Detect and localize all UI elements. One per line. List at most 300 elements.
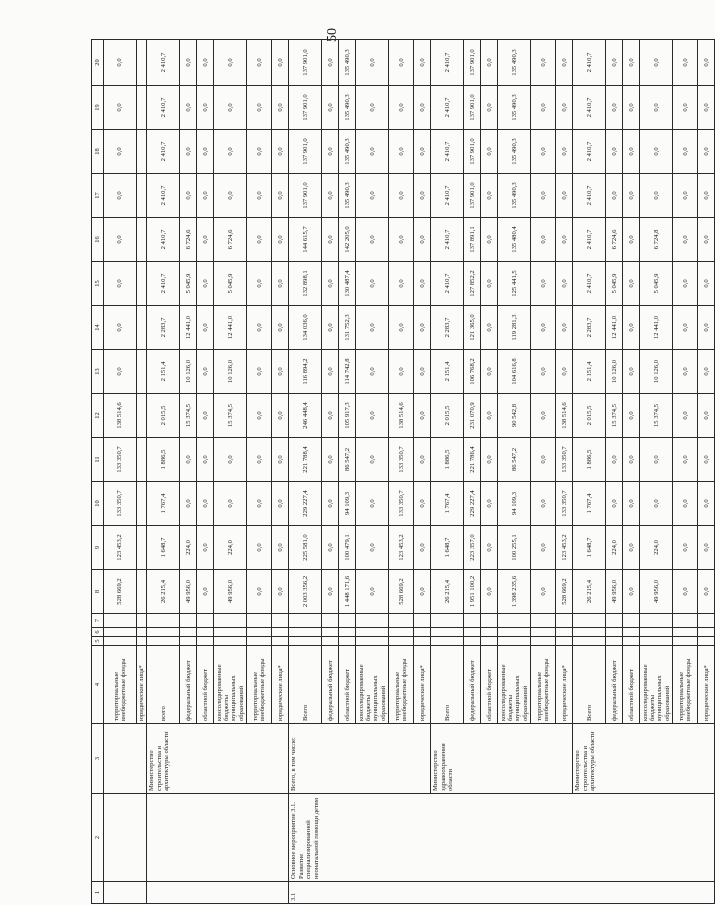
value-cell: 0,0 (623, 570, 640, 614)
value-cell: 0,0 (414, 86, 431, 130)
value-cell: 138 514,6 (104, 394, 137, 438)
value-cell: 0,0 (197, 218, 214, 262)
value-cell (137, 218, 147, 262)
value-cell: 0,0 (389, 40, 414, 86)
event-name-cell (104, 794, 147, 882)
value-cell: 0,0 (247, 570, 272, 614)
value-cell: 0,0 (606, 40, 623, 86)
value-cell: 0,0 (214, 174, 247, 218)
empty-cell (698, 614, 715, 628)
empty-cell (481, 637, 498, 646)
value-cell: 2 410,7 (573, 174, 606, 218)
value-cell: 12 441,0 (180, 306, 197, 350)
funding-source: Всего (573, 646, 606, 724)
empty-cell (147, 637, 180, 646)
value-cell: 0,0 (356, 482, 389, 526)
value-cell: 132 898,1 (289, 262, 322, 306)
value-cell: 0,0 (414, 526, 431, 570)
funding-source: областной бюджет (481, 646, 498, 724)
empty-cell (214, 628, 247, 637)
value-cell: 0,0 (389, 86, 414, 130)
value-cell: 0,0 (247, 40, 272, 86)
value-cell: 0,0 (356, 174, 389, 218)
value-cell: 2 410,7 (431, 86, 464, 130)
value-cell: 0,0 (606, 86, 623, 130)
value-cell: 0,0 (531, 86, 556, 130)
empty-cell (573, 628, 606, 637)
value-cell: 0,0 (481, 482, 498, 526)
value-cell: 0,0 (104, 262, 137, 306)
value-cell: 0,0 (104, 306, 137, 350)
value-cell: 105 917,3 (339, 394, 356, 438)
value-cell: 2 410,7 (573, 218, 606, 262)
value-cell: 0,0 (640, 482, 673, 526)
value-cell: 26 215,4 (431, 570, 464, 614)
column-number-8: 8 (92, 570, 104, 614)
funding-source: юридические лица* (556, 646, 573, 724)
funding-source: областной бюджет (197, 646, 214, 724)
value-cell: 229 227,4 (464, 482, 481, 526)
empty-cell (247, 614, 272, 628)
empty-cell (414, 628, 431, 637)
value-cell: 0,0 (531, 394, 556, 438)
value-cell: 0,0 (322, 482, 339, 526)
empty-cell (389, 637, 414, 646)
value-cell: 224,0 (214, 526, 247, 570)
funding-source: территориальные внебюджетные фонды (531, 646, 556, 724)
value-cell: 0,0 (698, 482, 715, 526)
value-cell: 0,0 (531, 130, 556, 174)
value-cell: 0,0 (104, 130, 137, 174)
value-cell: 0,0 (356, 438, 389, 482)
value-cell: 0,0 (247, 86, 272, 130)
funding-source: федеральный бюджет (464, 646, 481, 724)
empty-cell (531, 628, 556, 637)
value-cell: 0,0 (247, 174, 272, 218)
value-cell: 0,0 (214, 40, 247, 86)
value-cell: 0,0 (673, 262, 698, 306)
empty-cell (272, 637, 289, 646)
value-cell: 0,0 (623, 174, 640, 218)
value-cell: 0,0 (322, 86, 339, 130)
value-cell: 0,0 (389, 130, 414, 174)
value-cell: 133 350,7 (104, 482, 137, 526)
empty-cell (414, 637, 431, 646)
empty-cell (606, 628, 623, 637)
value-cell: 137 901,0 (464, 86, 481, 130)
value-cell: 0,0 (247, 526, 272, 570)
empty-cell (556, 637, 573, 646)
value-cell: 0,0 (698, 438, 715, 482)
value-cell: 15 374,5 (640, 394, 673, 438)
value-cell: 0,0 (414, 570, 431, 614)
empty-cell (339, 614, 356, 628)
value-cell (137, 350, 147, 394)
value-cell: 5 045,9 (640, 262, 673, 306)
empty-cell (556, 628, 573, 637)
value-cell: 0,0 (272, 570, 289, 614)
value-cell: 2 015,5 (573, 394, 606, 438)
executor-name: Всего, в том числе: (289, 724, 431, 794)
empty-cell (498, 637, 531, 646)
value-cell: 135 490,3 (339, 130, 356, 174)
value-cell: 133 350,7 (389, 438, 414, 482)
value-cell: 0,0 (197, 482, 214, 526)
value-cell: 2 015,5 (431, 394, 464, 438)
value-cell: 123 453,2 (556, 526, 573, 570)
value-cell: 528 669,2 (104, 570, 137, 614)
empty-cell (623, 614, 640, 628)
value-cell: 0,0 (623, 306, 640, 350)
value-cell: 246 448,4 (289, 394, 322, 438)
funding-source: федеральный бюджет (606, 646, 623, 724)
value-cell: 144 615,7 (289, 218, 322, 262)
empty-cell (197, 628, 214, 637)
value-cell: 0,0 (481, 40, 498, 86)
value-cell: 0,0 (356, 394, 389, 438)
value-cell: 0,0 (414, 40, 431, 86)
value-cell: 1 648,7 (431, 526, 464, 570)
table-body (92, 40, 715, 904)
value-cell: 0,0 (247, 130, 272, 174)
value-cell: 10 126,0 (214, 350, 247, 394)
empty-cell (606, 637, 623, 646)
value-cell: 0,0 (322, 438, 339, 482)
row-number-cell (147, 882, 289, 904)
value-cell: 0,0 (356, 218, 389, 262)
empty-cell (289, 637, 322, 646)
value-cell: 0,0 (531, 40, 556, 86)
value-cell: 5 045,9 (214, 262, 247, 306)
value-cell: 86 547,2 (339, 438, 356, 482)
value-cell: 0,0 (673, 130, 698, 174)
value-cell: 116 894,2 (289, 350, 322, 394)
value-cell: 10 126,0 (606, 350, 623, 394)
value-cell: 137 901,0 (289, 130, 322, 174)
value-cell: 2 410,7 (573, 262, 606, 306)
empty-cell (322, 628, 339, 637)
value-cell: 2 410,7 (431, 130, 464, 174)
value-cell: 0,0 (623, 130, 640, 174)
value-cell: 224,0 (606, 526, 623, 570)
value-cell: 2 283,7 (147, 306, 180, 350)
value-cell: 5 045,9 (606, 262, 623, 306)
value-cell: 137 891,1 (464, 218, 481, 262)
empty-cell (698, 628, 715, 637)
value-cell: 127 852,2 (464, 262, 481, 306)
column-number-14: 14 (92, 306, 104, 350)
value-cell: 0,0 (389, 306, 414, 350)
funding-source: юридические лица* (698, 646, 715, 724)
value-cell: 0,0 (623, 262, 640, 306)
value-cell: 0,0 (272, 438, 289, 482)
value-cell: 0,0 (640, 174, 673, 218)
value-cell: 0,0 (673, 174, 698, 218)
value-cell: 0,0 (623, 526, 640, 570)
value-cell: 224,0 (180, 526, 197, 570)
funding-source: областной бюджет (623, 646, 640, 724)
table-row (104, 40, 137, 904)
value-cell: 0,0 (673, 438, 698, 482)
empty-cell (556, 614, 573, 628)
value-cell: 2 003 356,2 (289, 570, 322, 614)
value-cell: 0,0 (623, 438, 640, 482)
value-cell: 0,0 (272, 130, 289, 174)
value-cell: 1 767,4 (147, 482, 180, 526)
value-cell: 26 215,4 (147, 570, 180, 614)
empty-cell (640, 637, 673, 646)
value-cell: 0,0 (356, 350, 389, 394)
empty-cell (137, 628, 147, 637)
empty-cell (431, 628, 464, 637)
value-cell: 2 283,7 (573, 306, 606, 350)
value-cell: 86 547,2 (498, 438, 531, 482)
value-cell: 0,0 (698, 86, 715, 130)
value-cell: 0,0 (623, 218, 640, 262)
value-cell: 135 490,3 (339, 86, 356, 130)
value-cell: 1 648,7 (147, 526, 180, 570)
value-cell: 0,0 (414, 262, 431, 306)
page-number: 50 (325, 28, 340, 42)
value-cell: 142 205,0 (339, 218, 356, 262)
empty-cell (498, 628, 531, 637)
value-cell: 0,0 (531, 306, 556, 350)
value-cell: 0,0 (247, 306, 272, 350)
value-cell: 138 514,6 (556, 394, 573, 438)
column-number-9: 9 (92, 526, 104, 570)
table-row (431, 40, 464, 904)
value-cell (137, 40, 147, 86)
empty-cell (431, 637, 464, 646)
value-cell: 0,0 (322, 218, 339, 262)
value-cell: 138 514,6 (389, 394, 414, 438)
value-cell: 0,0 (322, 570, 339, 614)
value-cell: 0,0 (272, 40, 289, 86)
value-cell: 0,0 (414, 130, 431, 174)
value-cell: 0,0 (197, 262, 214, 306)
value-cell: 0,0 (104, 218, 137, 262)
value-cell: 224,0 (640, 526, 673, 570)
value-cell: 133 350,7 (556, 438, 573, 482)
executor-name: Министерство здравоохранения области (431, 724, 573, 794)
value-cell: 0,0 (197, 526, 214, 570)
value-cell: 0,0 (640, 438, 673, 482)
value-cell: 137 901,0 (289, 40, 322, 86)
empty-cell (698, 637, 715, 646)
value-cell: 135 490,3 (339, 174, 356, 218)
value-cell: 0,0 (414, 174, 431, 218)
value-cell: 0,0 (322, 174, 339, 218)
value-cell: 0,0 (673, 218, 698, 262)
value-cell: 0,0 (531, 350, 556, 394)
empty-cell (640, 614, 673, 628)
value-cell: 2 410,7 (147, 40, 180, 86)
value-cell: 0,0 (531, 218, 556, 262)
value-cell: 0,0 (481, 86, 498, 130)
event-name-cell (147, 794, 289, 882)
value-cell: 0,0 (414, 218, 431, 262)
value-cell: 0,0 (322, 526, 339, 570)
value-cell: 12 441,0 (606, 306, 623, 350)
value-cell: 1 767,4 (573, 482, 606, 526)
executor-name: Министерство строительства и архитектуры области (573, 724, 715, 794)
budget-table (91, 39, 715, 904)
value-cell: 0,0 (104, 350, 137, 394)
empty-cell (272, 628, 289, 637)
column-number-3: 3 (92, 724, 104, 794)
value-cell: 0,0 (698, 306, 715, 350)
value-cell: 0,0 (640, 40, 673, 86)
empty-cell (673, 628, 698, 637)
value-cell: 0,0 (389, 262, 414, 306)
value-cell: 123 453,2 (389, 526, 414, 570)
value-cell: 15 374,5 (606, 394, 623, 438)
funding-source: консолидированные бюджеты муниципальных образований (356, 646, 389, 724)
value-cell: 0,0 (322, 350, 339, 394)
funding-source: территориальные внебюджетные фонды (104, 646, 137, 724)
value-cell: 2 151,4 (147, 350, 180, 394)
empty-cell (339, 637, 356, 646)
empty-cell (137, 614, 147, 628)
value-cell: 0,0 (214, 86, 247, 130)
value-cell: 2 410,7 (573, 130, 606, 174)
empty-cell (147, 628, 180, 637)
funding-source: консолидированные бюджеты муниципальных образований (214, 646, 247, 724)
value-cell: 135 490,3 (498, 130, 531, 174)
empty-cell (197, 614, 214, 628)
value-cell: 0,0 (272, 526, 289, 570)
value-cell: 6 724,6 (606, 218, 623, 262)
value-cell: 0,0 (414, 482, 431, 526)
empty-cell (247, 628, 272, 637)
value-cell: 0,0 (556, 174, 573, 218)
value-cell: 0,0 (556, 130, 573, 174)
column-number-1: 1 (92, 882, 104, 904)
value-cell: 0,0 (531, 526, 556, 570)
value-cell: 49 956,0 (640, 570, 673, 614)
empty-cell (197, 637, 214, 646)
value-cell: 106 768,2 (464, 350, 481, 394)
value-cell: 0,0 (180, 438, 197, 482)
value-cell: 0,0 (272, 350, 289, 394)
value-cell: 0,0 (414, 394, 431, 438)
empty-cell (431, 614, 464, 628)
column-number-2: 2 (92, 794, 104, 882)
column-number-16: 16 (92, 218, 104, 262)
value-cell: 15 374,5 (180, 394, 197, 438)
value-cell: 135 490,3 (339, 40, 356, 86)
value-cell: 10 126,0 (640, 350, 673, 394)
empty-cell (464, 637, 481, 646)
empty-cell (180, 628, 197, 637)
value-cell: 0,0 (623, 394, 640, 438)
value-cell: 0,0 (606, 130, 623, 174)
value-cell: 0,0 (698, 40, 715, 86)
rotated-table-wrapper (91, 44, 710, 904)
column-number-row (92, 40, 104, 904)
executor-empty (104, 724, 147, 794)
value-cell: 528 669,2 (556, 570, 573, 614)
value-cell: 0,0 (414, 438, 431, 482)
value-cell: 0,0 (180, 130, 197, 174)
value-cell: 2 015,5 (147, 394, 180, 438)
value-cell: 0,0 (197, 86, 214, 130)
empty-cell (481, 628, 498, 637)
value-cell: 0,0 (673, 526, 698, 570)
value-cell: 0,0 (556, 350, 573, 394)
column-number-19: 19 (92, 86, 104, 130)
value-cell: 0,0 (481, 306, 498, 350)
value-cell: 0,0 (272, 218, 289, 262)
value-cell: 0,0 (247, 218, 272, 262)
value-cell: 135 490,3 (498, 40, 531, 86)
value-cell: 6 724,6 (214, 218, 247, 262)
value-cell: 0,0 (698, 570, 715, 614)
value-cell: 0,0 (197, 350, 214, 394)
funding-source: федеральный бюджет (180, 646, 197, 724)
value-cell: 130 487,4 (339, 262, 356, 306)
value-cell: 0,0 (180, 174, 197, 218)
value-cell: 6 724,6 (180, 218, 197, 262)
value-cell: 0,0 (481, 526, 498, 570)
value-cell: 137 901,0 (464, 130, 481, 174)
funding-source: федеральный бюджет (322, 646, 339, 724)
value-cell: 0,0 (247, 262, 272, 306)
value-cell: 0,0 (606, 174, 623, 218)
column-number-15: 15 (92, 262, 104, 306)
value-cell: 0,0 (272, 394, 289, 438)
value-cell: 0,0 (247, 394, 272, 438)
value-cell: 1 886,5 (431, 438, 464, 482)
column-number-17: 17 (92, 174, 104, 218)
value-cell: 0,0 (356, 130, 389, 174)
value-cell: 0,0 (531, 482, 556, 526)
value-cell: 119 281,3 (498, 306, 531, 350)
empty-cell (414, 614, 431, 628)
value-cell: 2 410,7 (573, 40, 606, 86)
value-cell: 0,0 (673, 570, 698, 614)
value-cell: 0,0 (322, 306, 339, 350)
value-cell: 0,0 (640, 86, 673, 130)
event-title: Основное мероприятие 3.1. Развитие специализированной неонатальной помощи детям (289, 794, 715, 882)
empty-cell (289, 628, 322, 637)
empty-cell (322, 614, 339, 628)
row-number-cell (104, 882, 147, 904)
value-cell: 104 616,8 (498, 350, 531, 394)
value-cell: 49 956,0 (180, 570, 197, 614)
value-cell: 0,0 (322, 262, 339, 306)
value-cell (137, 306, 147, 350)
value-cell: 0,0 (322, 40, 339, 86)
value-cell: 0,0 (197, 174, 214, 218)
value-cell: 49 956,0 (606, 570, 623, 614)
value-cell: 123 453,2 (104, 526, 137, 570)
funding-source: консолидированные бюджеты муниципальных образований (640, 646, 673, 724)
empty-cell (356, 628, 389, 637)
column-number-6: 6 (92, 628, 104, 637)
empty-cell (673, 614, 698, 628)
value-cell: 221 788,4 (289, 438, 322, 482)
value-cell: 0,0 (322, 130, 339, 174)
table-row (147, 40, 180, 904)
value-cell: 0,0 (180, 40, 197, 86)
value-cell: 0,0 (623, 40, 640, 86)
value-cell (137, 570, 147, 614)
funding-source: консолидированные бюджеты муниципальных образований (498, 646, 531, 724)
column-number-10: 10 (92, 482, 104, 526)
empty-cell (272, 614, 289, 628)
empty-cell (214, 614, 247, 628)
